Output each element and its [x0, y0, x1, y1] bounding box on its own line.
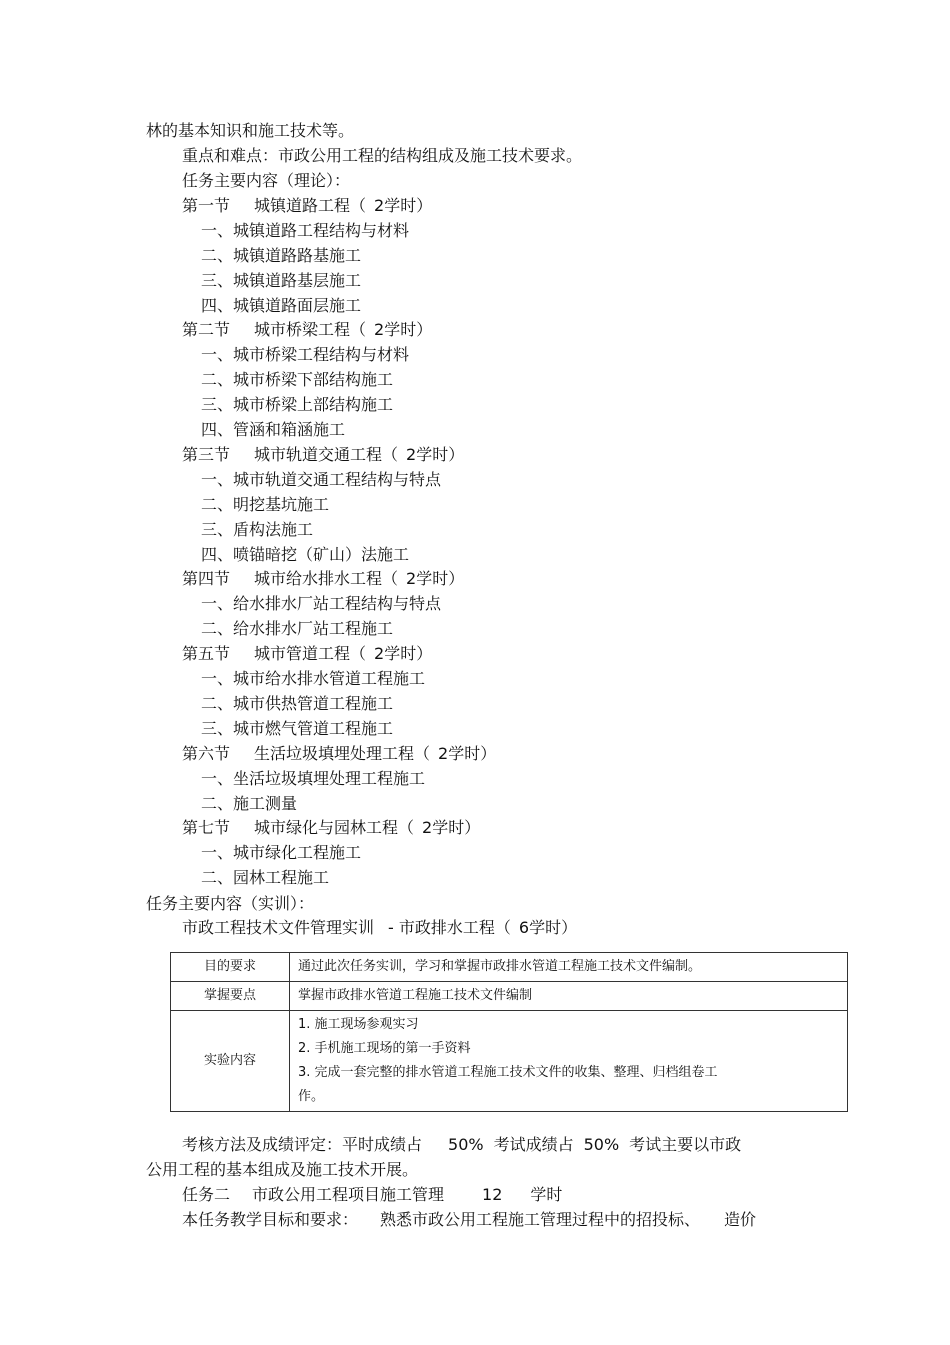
section-item: 二、园林工程施工 — [201, 868, 330, 887]
task2-title: 市政公用工程项目施工管理 — [252, 1185, 445, 1204]
section-item: 一、坐活垃圾填埋处理工程施工 — [201, 769, 426, 788]
section-item: 一、给水排水厂站工程结构与特点 — [201, 594, 442, 613]
section-title: 城市给水排水工程（ — [254, 569, 399, 588]
assessment-tail: 考试主要以市政 — [629, 1135, 742, 1154]
section-title: 生活垃圾填埋处理工程（ — [254, 744, 431, 763]
content-line: 3. 完成一套完整的排水管道工程施工技术文件的收集、整理、归档组卷工 — [298, 1065, 718, 1080]
section-item: 一、城镇道路工程结构与材料 — [201, 221, 410, 240]
theory-heading: 任务主要内容（理论）： — [182, 171, 351, 190]
section-item: 二、施工测量 — [201, 794, 298, 813]
section-heading — [182, 644, 432, 664]
section-hours: 2学时） — [438, 744, 497, 763]
content-line: 作。 — [298, 1089, 325, 1104]
section-item: 四、城镇道路面层施工 — [201, 296, 362, 315]
section-item: 二、城市桥梁下部结构施工 — [201, 370, 394, 389]
section-hours: 2学时） — [374, 196, 433, 215]
section-item: 二、给水排水厂站工程施工 — [201, 619, 394, 638]
section-item: 四、喷锚暗挖（矿山）法施工 — [201, 545, 410, 564]
assessment-line — [182, 1135, 741, 1155]
section-heading — [182, 744, 496, 764]
practice-heading: 任务主要内容（实训）： — [146, 894, 315, 913]
section-heading — [182, 320, 432, 340]
section-heading — [182, 196, 432, 216]
section-heading — [182, 445, 464, 465]
table-key-cell: 掌握要点 — [171, 982, 290, 1011]
table-key-cell: 实验内容 — [171, 1011, 290, 1112]
section-item: 二、明挖基坑施工 — [201, 495, 330, 514]
table-row — [171, 1011, 848, 1112]
section-number: 第三节 — [182, 445, 231, 464]
task2-hours: 12 — [482, 1185, 503, 1204]
section-item: 三、城市燃气管道工程施工 — [201, 719, 394, 738]
table-row — [171, 953, 848, 982]
section-title: 城市绿化与园林工程（ — [254, 818, 415, 837]
section-heading — [182, 569, 464, 589]
task2-line — [182, 1185, 562, 1205]
practice-table — [170, 952, 848, 1112]
table-key-cell: 目的要求 — [171, 953, 290, 982]
section-number: 第五节 — [182, 644, 231, 663]
task2-label: 任务二 — [182, 1185, 231, 1204]
exam-percent: 50% — [583, 1135, 620, 1154]
content-line: 2. 手机施工现场的第一手资料 — [298, 1041, 471, 1056]
table-value-cell: 掌握市政排水管道工程施工技术文件编制 — [290, 982, 848, 1011]
section-number: 第一节 — [182, 196, 231, 215]
section-item: 一、城市轨道交通工程结构与特点 — [201, 470, 442, 489]
section-title: 城镇道路工程（ — [254, 196, 367, 215]
exam-label: 考试成绩占 — [493, 1135, 574, 1154]
goal-label: 本任务教学目标和要求： — [182, 1210, 359, 1229]
practice-title-line — [182, 918, 577, 938]
practice-title: 市政工程技术文件管理实训 — [182, 918, 375, 937]
section-item: 一、城市绿化工程施工 — [201, 843, 362, 862]
section-hours: 2学时） — [374, 320, 433, 339]
section-hours: 2学时） — [406, 569, 465, 588]
section-item: 一、城市给水排水管道工程施工 — [201, 669, 426, 688]
intro-tail-text: 林的基本知识和施工技术等。 — [146, 121, 355, 140]
section-item: 四、管涵和箱涵施工 — [201, 420, 346, 439]
section-item: 三、城镇道路基层施工 — [201, 271, 362, 290]
practice-subtitle: - 市政排水工程（ — [388, 918, 511, 937]
assessment-text: 考核方法及成绩评定：平时成绩占 — [182, 1135, 423, 1154]
assessment-line2: 公用工程的基本组成及施工技术开展。 — [146, 1160, 419, 1179]
content-line: 1. 施工现场参观实习 — [298, 1017, 419, 1032]
table-value-cell: 通过此次任务实训，学习和掌握市政排水管道工程施工技术文件编制。 — [290, 953, 848, 982]
section-item: 三、城市桥梁上部结构施工 — [201, 395, 394, 414]
section-title: 城市轨道交通工程（ — [254, 445, 399, 464]
goal-tail: 造价 — [724, 1210, 757, 1229]
section-number: 第六节 — [182, 744, 231, 763]
practice-hours: 6学时） — [518, 918, 578, 937]
usual-percent: 50% — [448, 1135, 484, 1154]
section-hours: 2学时） — [406, 445, 465, 464]
section-title: 城市桥梁工程（ — [254, 320, 367, 339]
goal-text: 熟悉市政公用工程施工管理过程中的招投标、 — [380, 1210, 701, 1229]
section-hours: 2学时） — [422, 818, 481, 837]
section-number: 第二节 — [182, 320, 231, 339]
table-row — [171, 982, 848, 1011]
section-heading — [182, 818, 480, 838]
section-title: 城市管道工程（ — [254, 644, 367, 663]
section-item: 二、城镇道路路基施工 — [201, 246, 362, 265]
task2-unit: 学时 — [530, 1185, 563, 1204]
goal-line — [182, 1210, 756, 1230]
key-points-text: 重点和难点：市政公用工程的结构组成及施工技术要求。 — [182, 146, 583, 165]
section-number: 第七节 — [182, 818, 231, 837]
section-item: 二、城市供热管道工程施工 — [201, 694, 394, 713]
section-hours: 2学时） — [374, 644, 433, 663]
section-number: 第四节 — [182, 569, 231, 588]
section-item: 一、城市桥梁工程结构与材料 — [201, 345, 410, 364]
table-value-cell — [290, 1011, 848, 1112]
section-item: 三、盾构法施工 — [201, 520, 314, 539]
